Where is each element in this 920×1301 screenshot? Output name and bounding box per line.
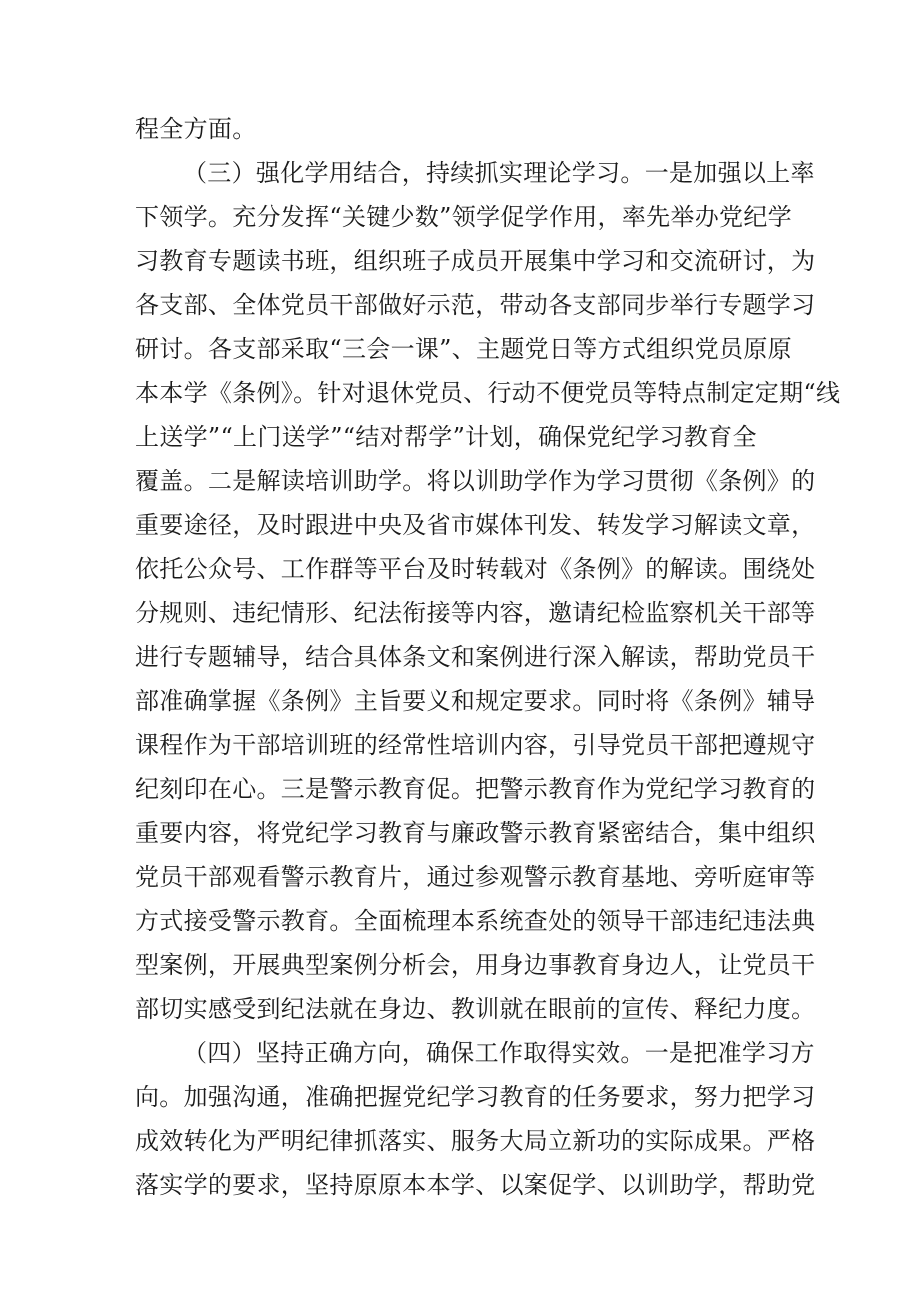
text-line: 向。加强沟通，准确把握党纪学习教育的任务要求，努力把学习	[135, 1083, 816, 1111]
text-line: 下领学。充分发挥“关键少数”领学促学作用，率先举办党纪学	[135, 203, 792, 231]
text-line: 依托公众号、工作群等平台及时转载对《条例》的解读。围绕处	[135, 555, 816, 583]
text-line: 各支部、全体党员干部做好示范，带动各支部同步举行专题学习	[135, 291, 816, 319]
text-line: 重要途径，及时跟进中央及省市媒体刊发、转发学习解读文章，	[135, 511, 816, 539]
section-heading-line: （四）坚持正确方向，确保工作取得实效。一是把准学习方	[183, 1039, 815, 1067]
text-line: 覆盖。二是解读培训助学。将以训助学作为学习贯彻《条例》的	[135, 467, 816, 495]
text-line: 课程作为干部培训班的经常性培训内容，引导党员干部把遵规守	[135, 731, 816, 759]
text-line: 重要内容，将党纪学习教育与廉政警示教育紧密结合，集中组织	[135, 819, 816, 847]
text-line: 上送学”“上门送学”“结对帮学”计划，确保党纪学习教育全	[135, 423, 757, 451]
text-line: 成效转化为严明纪律抓落实、服务大局立新功的实际成果。严格	[135, 1127, 816, 1155]
text-line: 方式接受警示教育。全面梳理本系统查处的领导干部违纪违法典	[135, 907, 816, 935]
text-line: 党员干部观看警示教育片，通过参观警示教育基地、旁听庭审等	[135, 863, 816, 891]
text-line: 部准确掌握《条例》主旨要义和规定要求。同时将《条例》辅导	[135, 687, 816, 715]
text-line: 纪刻印在心。三是警示教育促。把警示教育作为党纪学习教育的	[135, 775, 816, 803]
text-line: 习教育专题读书班，组织班子成员开展集中学习和交流研讨，为	[135, 247, 816, 275]
section-heading-line: （三）强化学用结合，持续抓实理论学习。一是加强以上率	[183, 159, 815, 187]
text-line: 程全方面。	[135, 115, 257, 143]
text-line: 分规则、违纪情形、纪法衔接等内容，邀请纪检监察机关干部等	[135, 599, 816, 627]
text-line: 落实学的要求，坚持原原本本学、以案促学、以训助学，帮助党	[135, 1171, 816, 1199]
text-line: 本本学《条例》。针对退休党员、行动不便党员等特点制定定期“线	[135, 379, 841, 407]
text-line: 研讨。各支部采取“三会一课”、主题党日等方式组织党员原原	[135, 335, 792, 363]
text-line: 部切实感受到纪法就在身边、教训就在眼前的宣传、释纪力度。	[135, 995, 816, 1023]
text-line: 型案例，开展典型案例分析会，用身边事教育身边人，让党员干	[135, 951, 816, 979]
text-line: 进行专题辅导，结合具体条文和案例进行深入解读，帮助党员干	[135, 643, 816, 671]
